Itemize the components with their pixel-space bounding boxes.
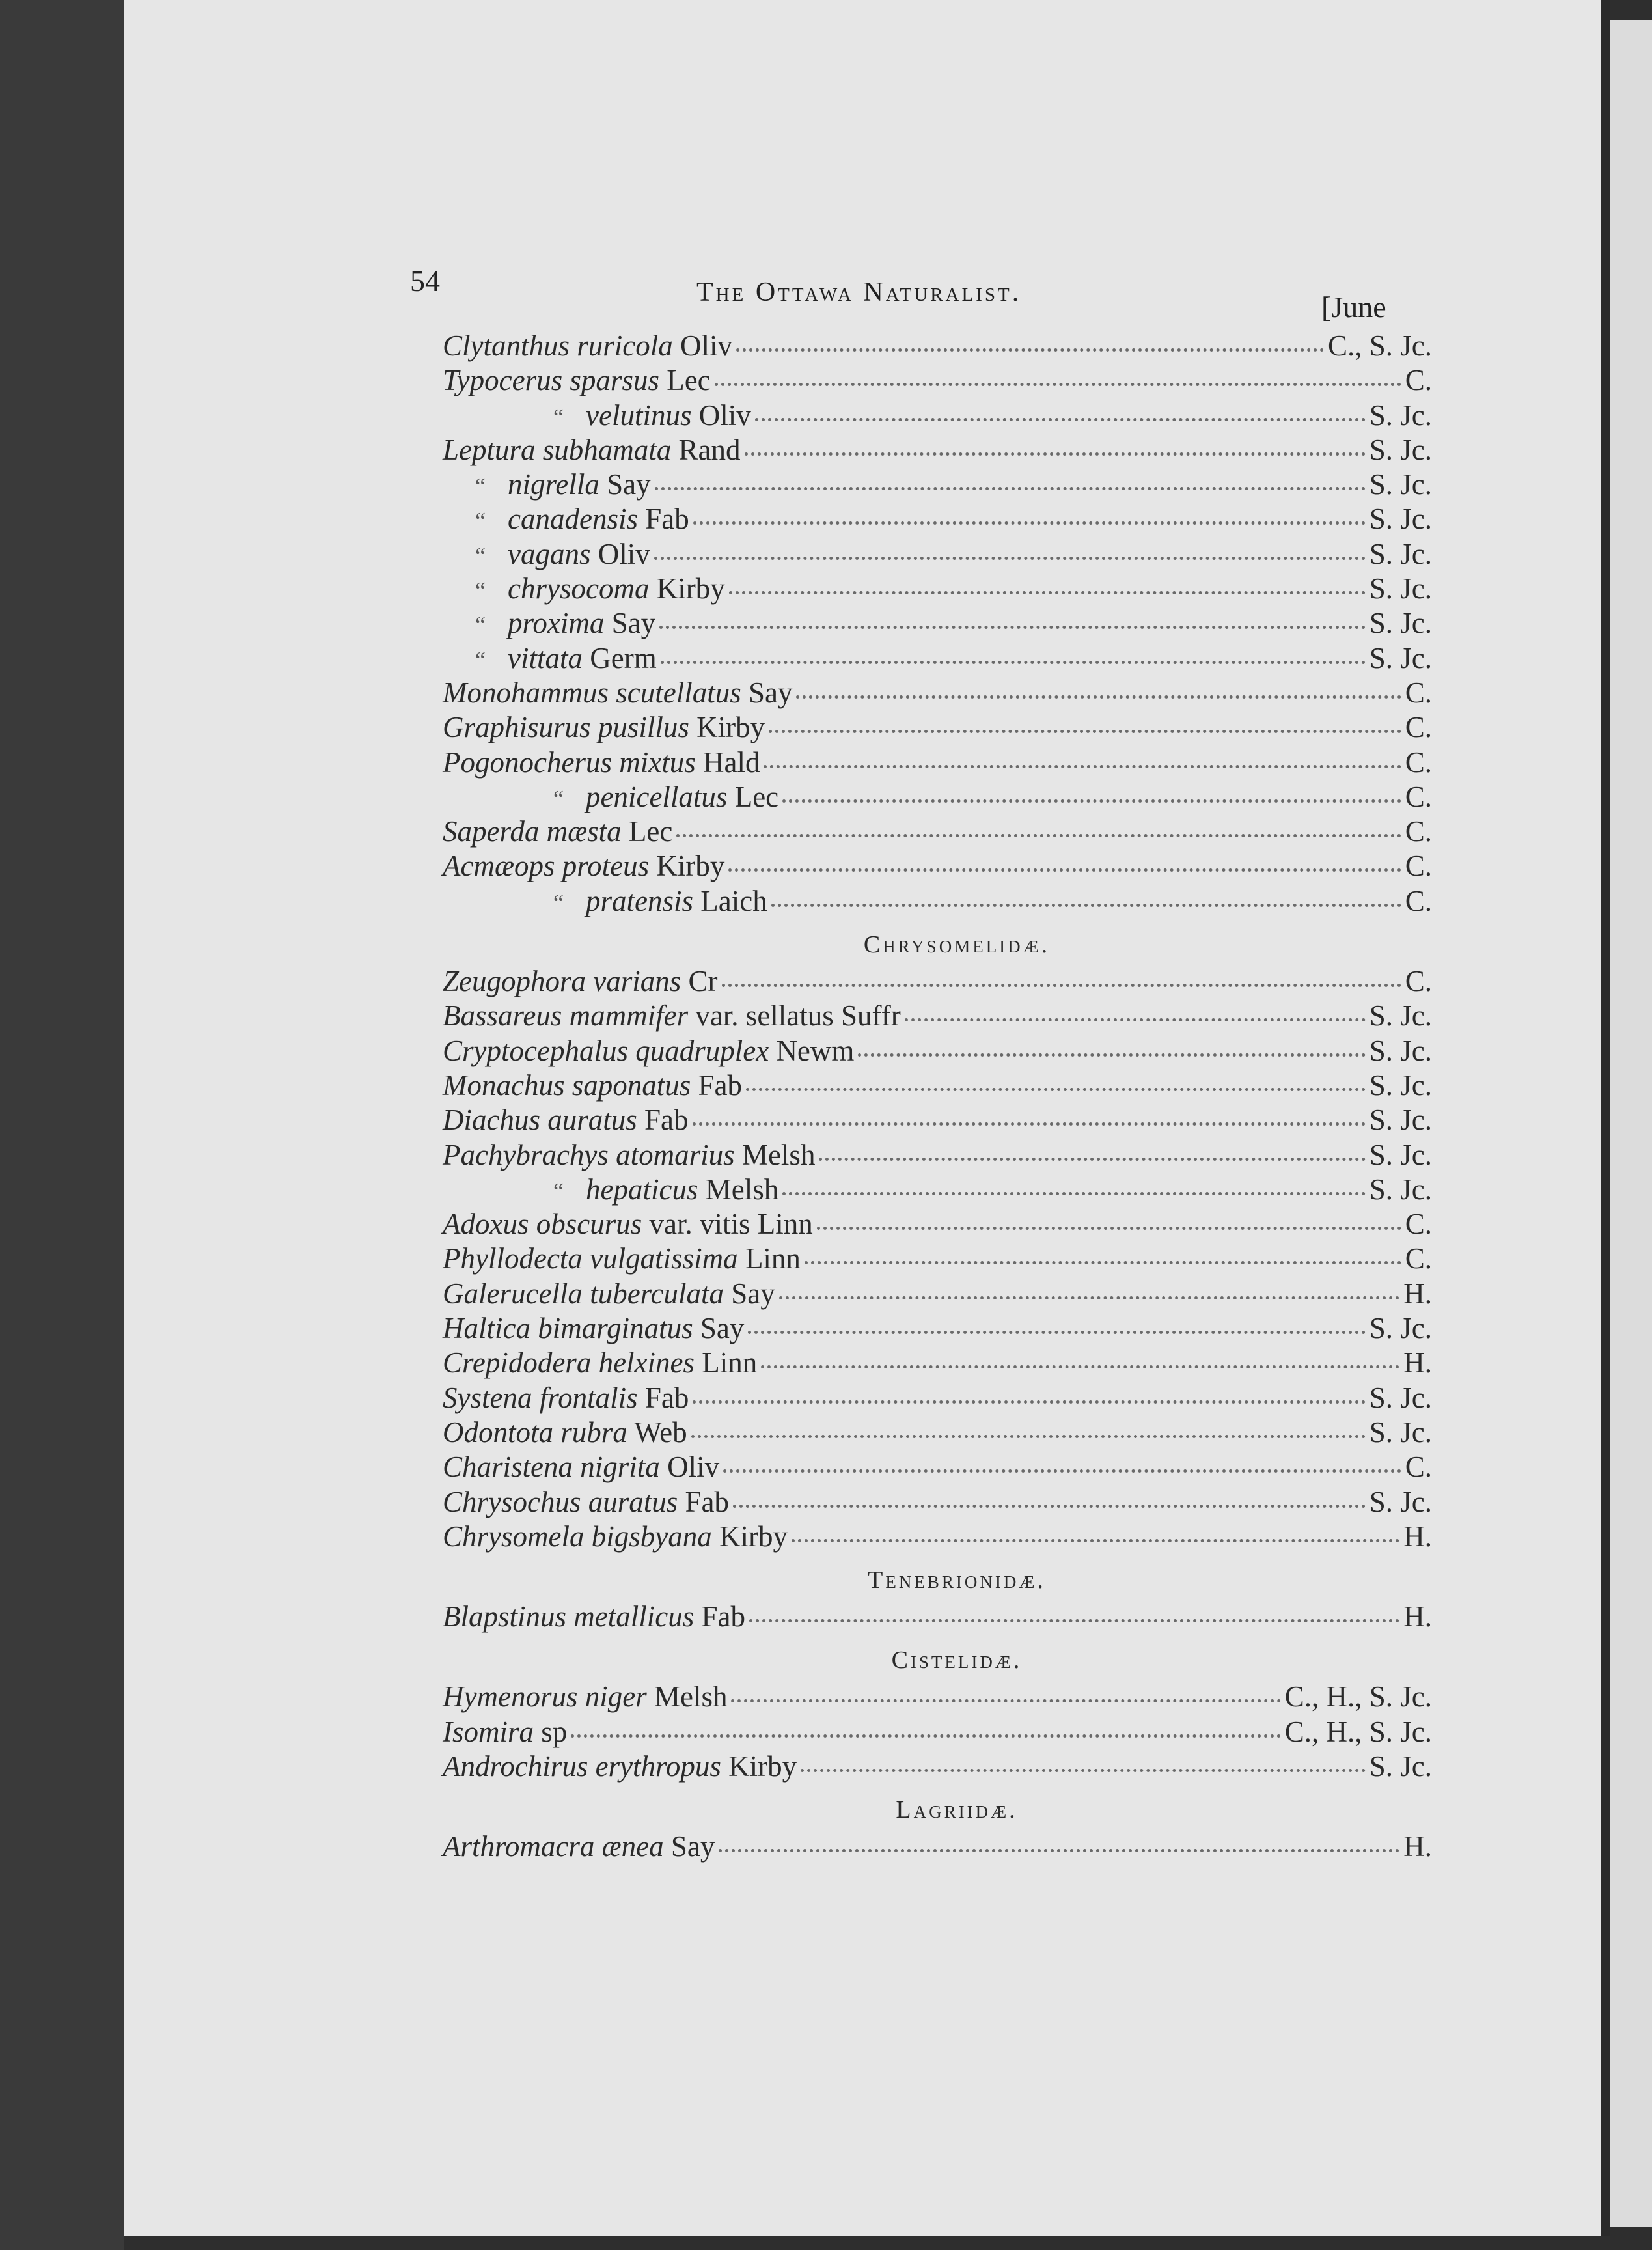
species-row	[443, 641, 1432, 676]
dot-leader	[731, 1699, 1280, 1702]
locality: C., H., S. Jc.	[1284, 1680, 1432, 1714]
species-name	[443, 1034, 854, 1068]
author: Kirby	[719, 1520, 788, 1553]
page-fold	[1601, 0, 1610, 2236]
locality: C.	[1405, 1208, 1432, 1241]
genus: Zeugophora	[443, 965, 586, 998]
species-name: “ hepaticus Melsh	[553, 1173, 779, 1206]
locality: S. Jc.	[1369, 1104, 1432, 1137]
author: Fab	[685, 1485, 730, 1518]
author: Say	[607, 468, 651, 501]
locality: C.	[1405, 676, 1432, 709]
genus: Charistena	[443, 1451, 573, 1484]
species-epithet: subhamata	[542, 433, 672, 466]
species-epithet: quadruplex	[635, 1034, 769, 1067]
species-row	[443, 1485, 1432, 1520]
author: Oliv	[698, 398, 751, 432]
author: Kirby	[728, 1749, 797, 1783]
genus: Arthromacra	[443, 1830, 595, 1863]
author: Fab	[698, 1068, 743, 1102]
locality: C.	[1405, 745, 1432, 779]
author: Laich	[700, 884, 767, 917]
species-epithet: pratensis	[586, 884, 694, 917]
dot-leader	[779, 1296, 1400, 1299]
dot-leader	[805, 1261, 1401, 1264]
locality: S. Jc.	[1369, 537, 1432, 570]
genus: Leptura	[443, 433, 536, 466]
dot-leader	[745, 452, 1366, 456]
species-name	[443, 433, 741, 467]
species-name	[443, 1242, 801, 1276]
facing-page-edge	[1610, 20, 1652, 2227]
locality: C.	[1405, 965, 1432, 998]
species-row	[443, 398, 1432, 433]
locality: S. Jc.	[1369, 433, 1432, 466]
species-name	[443, 1346, 757, 1380]
species-epithet: ruricola	[577, 329, 673, 362]
genus: Haltica	[443, 1312, 530, 1345]
species-row	[443, 676, 1432, 710]
author: Say	[731, 1277, 775, 1310]
author: Linn	[745, 1242, 801, 1275]
species-epithet: scutellatus	[616, 676, 741, 709]
author: Cr	[688, 965, 718, 998]
locality: H.	[1403, 1600, 1432, 1633]
dot-leader	[796, 695, 1401, 699]
author: Hald	[702, 745, 760, 779]
species-row	[443, 780, 1432, 814]
species-epithet: sparsus	[570, 364, 659, 397]
author: Melsh	[741, 1138, 816, 1171]
author: Fab	[644, 1381, 689, 1414]
species-epithet: saponatus	[571, 1068, 691, 1102]
dot-leader	[749, 1619, 1399, 1622]
genus: Hymenorus	[443, 1680, 578, 1714]
genus: Adoxus	[443, 1208, 529, 1241]
genus: Bassareus	[443, 999, 562, 1033]
dot-leader	[693, 1122, 1366, 1126]
locality: S. Jc.	[1369, 607, 1432, 640]
dot-leader	[655, 487, 1366, 490]
species-row	[443, 884, 1432, 919]
dot-leader	[771, 904, 1401, 907]
species-row	[443, 1034, 1432, 1068]
genus: Galerucella	[443, 1277, 583, 1310]
species-name	[443, 1311, 744, 1346]
dot-leader	[693, 521, 1366, 525]
dot-leader	[676, 834, 1401, 837]
species-name: “ canadensis Fab	[475, 503, 689, 536]
species-name	[443, 1277, 775, 1311]
species-name	[443, 710, 765, 745]
species-row	[443, 1680, 1432, 1714]
species-row	[443, 745, 1432, 780]
locality: C.	[1405, 884, 1432, 917]
dot-leader	[723, 1469, 1401, 1473]
species-epithet: hepaticus	[586, 1173, 698, 1206]
author: Melsh	[654, 1680, 728, 1714]
species-row	[443, 572, 1432, 606]
genus: Odontota	[443, 1415, 554, 1449]
family-heading: Chrysomelidæ.	[863, 931, 1051, 959]
dot-leader	[733, 1505, 1366, 1508]
species-epithet: nigrella	[508, 468, 599, 501]
dot-leader	[715, 383, 1401, 386]
author: Fab	[701, 1600, 745, 1633]
scan-border	[0, 0, 124, 2250]
species-epithet: niger	[585, 1680, 647, 1714]
author: Say	[670, 1830, 715, 1863]
species-epithet: auratus	[588, 1485, 678, 1518]
author: Kirby	[656, 572, 725, 605]
author: Oliv	[598, 537, 650, 570]
dot-leader	[661, 661, 1366, 664]
author: Fab	[644, 1104, 689, 1137]
species-epithet: proxima	[508, 607, 605, 640]
species-epithet: atomarius	[616, 1138, 735, 1171]
species-row	[443, 1520, 1432, 1554]
species-row	[443, 1311, 1432, 1346]
species-epithet: chrysocoma	[508, 572, 650, 605]
species-row	[443, 1277, 1432, 1311]
species-row	[443, 1381, 1432, 1415]
species-row	[443, 814, 1432, 849]
species-epithet: velutinus	[586, 398, 692, 432]
species-epithet: helxines	[598, 1346, 695, 1380]
species-epithet: pusillus	[598, 711, 689, 744]
species-row	[443, 964, 1432, 999]
dot-leader	[782, 1192, 1366, 1195]
species-name	[443, 1450, 719, 1484]
author: sp	[541, 1715, 568, 1748]
dot-leader	[693, 1400, 1365, 1404]
genus: Diachus	[443, 1104, 540, 1137]
genus: Phyllodecta	[443, 1242, 583, 1275]
species-name	[443, 1138, 815, 1173]
genus: Clytanthus	[443, 329, 570, 362]
locality: S. Jc.	[1369, 999, 1432, 1033]
locality: C.	[1405, 850, 1432, 883]
author: Oliv	[680, 329, 733, 362]
dot-leader	[746, 1088, 1366, 1091]
family-heading: Tenebrionidæ.	[868, 1566, 1046, 1594]
species-name: “ pratensis Laich	[553, 884, 767, 917]
dot-leader	[728, 868, 1401, 872]
species-row	[443, 1173, 1432, 1207]
species-name	[443, 999, 901, 1033]
dot-leader	[729, 591, 1366, 594]
author: Rand	[678, 433, 741, 466]
locality: S. Jc.	[1369, 572, 1432, 605]
genus: Isomira	[443, 1715, 534, 1748]
dot-leader	[858, 1053, 1365, 1057]
species-row	[443, 1068, 1432, 1103]
genus: Crepidodera	[443, 1346, 592, 1380]
dot-leader	[801, 1769, 1366, 1772]
species-row	[443, 467, 1432, 502]
genus: Pogonocherus	[443, 745, 612, 779]
running-title: The Ottawa Naturalist.	[696, 277, 1022, 307]
dot-leader	[691, 1435, 1366, 1438]
genus: Monohammus	[443, 676, 609, 709]
species-epithet: auratus	[547, 1104, 637, 1137]
species-row	[443, 710, 1432, 745]
species-epithet: bimarginatus	[538, 1312, 693, 1345]
page	[124, 0, 1608, 2236]
species-epithet: ænea	[601, 1830, 664, 1863]
dot-leader	[659, 626, 1366, 629]
locality: H.	[1403, 1277, 1432, 1310]
genus: Pachybrachys	[443, 1138, 609, 1171]
species-row	[443, 1829, 1432, 1864]
species-epithet: penicellatus	[586, 780, 728, 813]
dot-leader	[905, 1018, 1366, 1021]
species-epithet: vulgatissima	[590, 1242, 738, 1275]
species-row	[443, 1450, 1432, 1484]
genus: Typocerus	[443, 364, 563, 397]
species-name	[443, 1381, 689, 1415]
family-heading: Lagriidæ.	[896, 1796, 1018, 1824]
species-name	[443, 1829, 715, 1864]
species-epithet: canadensis	[508, 503, 638, 536]
species-name	[443, 814, 672, 849]
author: Say	[748, 676, 793, 709]
locality: S. Jc.	[1369, 1749, 1432, 1783]
locality: S. Jc.	[1369, 1138, 1432, 1171]
species-row	[443, 433, 1432, 467]
locality: S. Jc.	[1369, 1415, 1432, 1449]
author: var. vitis Linn	[649, 1208, 813, 1241]
species-row	[443, 329, 1432, 363]
species-epithet: metallicus	[573, 1600, 695, 1633]
genus: Graphisurus	[443, 711, 591, 744]
locality: C.	[1405, 815, 1432, 848]
locality: S. Jc.	[1369, 1312, 1432, 1345]
author: Lec	[628, 815, 673, 848]
species-epithet: tuberculata	[590, 1277, 724, 1310]
species-name	[443, 849, 724, 883]
page-header	[124, 257, 1608, 329]
locality: H.	[1403, 1830, 1432, 1863]
species-epithet: varians	[593, 965, 681, 998]
species-row	[443, 537, 1432, 572]
page-number: 54	[410, 264, 440, 298]
author: Germ	[590, 641, 657, 674]
locality: S. Jc.	[1369, 1173, 1432, 1206]
locality: C., S. Jc.	[1327, 329, 1432, 362]
species-epithet: rubra	[560, 1415, 627, 1449]
genus: Acmæops	[443, 850, 555, 883]
species-name: “ velutinus Oliv	[553, 398, 751, 432]
locality: S. Jc.	[1369, 1034, 1432, 1067]
dot-leader	[719, 1849, 1399, 1852]
species-epithet: vagans	[508, 537, 591, 570]
running-date: [June	[1321, 290, 1386, 324]
species-row	[443, 606, 1432, 641]
dot-leader	[755, 418, 1366, 421]
species-name: “ vittata Germ	[475, 641, 657, 674]
dot-leader	[817, 1227, 1401, 1230]
species-row	[443, 1715, 1432, 1749]
author: Web	[634, 1415, 687, 1449]
dot-leader	[764, 765, 1401, 768]
species-epithet: erythropus	[595, 1749, 721, 1783]
species-name	[443, 363, 711, 398]
species-row	[443, 1242, 1432, 1276]
species-row	[443, 1207, 1432, 1242]
species-name	[443, 1749, 797, 1784]
locality: S. Jc.	[1369, 468, 1432, 501]
species-row	[443, 849, 1432, 883]
species-row	[443, 363, 1432, 398]
author: Kirby	[656, 850, 725, 883]
dot-leader	[819, 1158, 1365, 1161]
species-row	[443, 1138, 1432, 1173]
species-name	[443, 329, 732, 363]
locality: C.	[1405, 364, 1432, 397]
locality: H.	[1403, 1346, 1432, 1380]
author: Newm	[776, 1034, 855, 1067]
species-row	[443, 502, 1432, 536]
dot-leader	[654, 557, 1366, 560]
dot-leader	[736, 348, 1324, 352]
species-name	[443, 1207, 813, 1242]
species-name	[443, 1600, 745, 1634]
species-name	[443, 1103, 689, 1137]
species-name	[443, 1485, 729, 1520]
species-name: “ proxima Say	[475, 607, 656, 640]
author: Kirby	[696, 711, 765, 744]
species-name: “ nigrella Say	[475, 468, 651, 501]
species-epithet: nigrita	[580, 1451, 660, 1484]
species-epithet: vittata	[508, 641, 583, 674]
species-name	[443, 1520, 788, 1554]
species-epithet: mixtus	[619, 745, 696, 779]
genus: Androchirus	[443, 1749, 588, 1783]
species-epithet: mammifer	[569, 999, 689, 1033]
locality: S. Jc.	[1369, 641, 1432, 674]
author: Oliv	[667, 1451, 720, 1484]
dot-leader	[769, 730, 1401, 733]
author: Say	[700, 1312, 745, 1345]
author: Lec	[667, 364, 711, 397]
author: var. sellatus Suffr	[695, 999, 901, 1033]
species-row	[443, 1600, 1432, 1634]
locality: C.	[1405, 780, 1432, 813]
locality: C.	[1405, 1242, 1432, 1275]
dot-leader	[748, 1331, 1365, 1334]
author: Melsh	[705, 1173, 779, 1206]
author: Fab	[645, 503, 689, 536]
species-epithet: proteus	[562, 850, 650, 883]
locality: C.	[1405, 1451, 1432, 1484]
author: Linn	[702, 1346, 758, 1380]
genus: Chrysomela	[443, 1520, 585, 1553]
species-name	[443, 745, 760, 780]
dot-leader	[792, 1539, 1399, 1542]
species-name	[443, 1068, 742, 1103]
locality: C., H., S. Jc.	[1284, 1715, 1432, 1748]
family-heading: Cistelidæ.	[891, 1646, 1023, 1674]
dot-leader	[722, 984, 1401, 987]
dot-leader	[761, 1365, 1399, 1368]
genus: Monachus	[443, 1068, 565, 1102]
species-row	[443, 1103, 1432, 1137]
locality: S. Jc.	[1369, 1485, 1432, 1518]
genus: Blapstinus	[443, 1600, 567, 1633]
locality: S. Jc.	[1369, 1381, 1432, 1414]
species-name	[443, 1680, 727, 1714]
species-epithet: frontalis	[539, 1381, 638, 1414]
species-row	[443, 1749, 1432, 1784]
genus: Chrysochus	[443, 1485, 581, 1518]
species-name	[443, 1715, 567, 1749]
species-name: “ chrysocoma Kirby	[475, 572, 725, 605]
species-row	[443, 1346, 1432, 1380]
dot-leader	[571, 1734, 1280, 1738]
locality: S. Jc.	[1369, 503, 1432, 536]
dot-leader	[782, 799, 1401, 803]
species-epithet: obscurus	[536, 1208, 642, 1241]
author: Say	[611, 607, 656, 640]
species-name	[443, 1415, 687, 1450]
locality: H.	[1403, 1520, 1432, 1553]
species-name	[443, 964, 718, 999]
species-name	[443, 676, 792, 710]
species-list	[443, 329, 1432, 1865]
locality: S. Jc.	[1369, 1068, 1432, 1102]
genus: Saperda	[443, 815, 540, 848]
author: Lec	[734, 780, 779, 813]
genus: Cryptocephalus	[443, 1034, 628, 1067]
locality: C.	[1405, 711, 1432, 744]
locality: S. Jc.	[1369, 398, 1432, 432]
genus: Systena	[443, 1381, 532, 1414]
species-epithet: mæsta	[546, 815, 622, 848]
species-row	[443, 999, 1432, 1033]
species-name: “ vagans Oliv	[475, 537, 650, 570]
species-row	[443, 1415, 1432, 1450]
species-epithet: bigsbyana	[591, 1520, 712, 1553]
species-name: “ penicellatus Lec	[553, 780, 779, 813]
